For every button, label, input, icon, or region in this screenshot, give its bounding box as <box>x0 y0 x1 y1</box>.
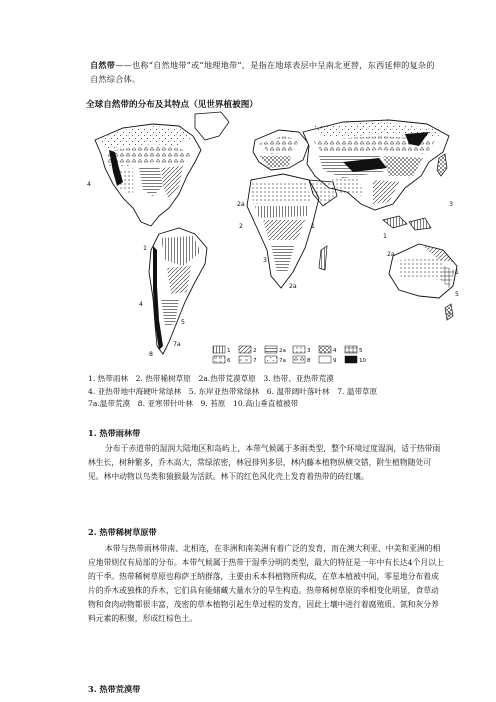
map-label: 8 <box>149 351 153 358</box>
section-heading-rainforest: 1. 热带雨林带 <box>88 428 141 438</box>
map-title: 全球自然带的分布及其特点（见世界植被图） <box>86 100 258 110</box>
legend-line: 4. 亚热带地中海硬叶常绿林 5. 东岸亚热带常绿林 6. 温带阔叶落叶林 7. 温带草原 <box>88 386 378 396</box>
map-label: 2a <box>387 251 395 258</box>
legend-line: 1. 热带雨林 2. 热带稀树草原 2a.热带荒漠草原 3. 热带、亚热带荒漠 <box>88 374 334 383</box>
map-legend-key <box>213 346 367 364</box>
intro-paragraph <box>90 58 436 86</box>
map-label: 1 <box>311 223 315 230</box>
legend-key-label: 4 <box>333 348 337 354</box>
section-body-rainforest: 分布于赤道带的湿润大陆地区和岛屿上，本带气候属于多雨类型，整个环境过度湿润，适于热带雨林生长，树种繁多，乔木高大，常绿浓密，林冠排列多层，林内藤本植物纵横交错，附生植物随处可见。林中动物以鸟类和猿猴最为活跃。林下的红色风化壳上发育着热带的砖红壤。 <box>88 444 441 481</box>
legend-key-label: 7 <box>253 358 257 364</box>
section-body-savanna: 本带与热带雨林带南、北相连，在非洲和南美洲有着广泛的发育，而在澳大利亚、中美和亚洲的相应地带则仅有局部的分布。本带气候属于热带干湿季分明的类型，最大的特征是一年中有长达4个月以上的干季。热带稀树草原也称萨王纳群落，主要由禾本科植物所构成，在草本植被中间，零星地分布着成片的乔木或独株的乔木，它们具有能储藏大量水分的旱生构造。热带稀树草原的季相变化明显，食草动物和食肉动物都很丰富，茂密的草本植物引起生草过程的发育，因此土壤中进行着腐殖质、氮和灰分养料元素的积聚，形成红棕色土。 <box>88 544 444 623</box>
map-label: 3 <box>263 257 267 264</box>
legend-line: 7a.温带荒漠 8. 亚寒带针叶林 9. 苔原 10.高山垂直植被带 <box>88 399 299 408</box>
intro-text: ——也称“自然地带”或“地理地带”，是指在地球表层中呈南北更替，东西延伸的复杂的自然综合体。 <box>90 60 435 84</box>
map-label: 2a <box>237 201 245 208</box>
legend-key-label: 10 <box>359 358 367 364</box>
legend-key-label: 8 <box>307 358 311 364</box>
map-label: 1 <box>455 269 459 276</box>
legend-key-label: 9 <box>333 358 337 364</box>
map-label: 1 <box>383 233 387 240</box>
legend-key-label: 5 <box>359 348 363 354</box>
legend-key-label: 2 <box>253 348 257 354</box>
map-label: 1 <box>143 245 147 252</box>
map-label: 2a <box>289 283 297 290</box>
section-heading-desert: 3. 热带荒漠带 <box>88 684 141 694</box>
legend-key-label: 1 <box>227 348 231 354</box>
map-label: 3 <box>447 311 451 318</box>
map-legend-text <box>88 373 448 411</box>
world-vegetation-map <box>83 110 461 368</box>
map-label: 4 <box>139 301 143 308</box>
map-label: 3 <box>449 201 453 208</box>
map-label: 2 <box>239 223 243 230</box>
intro-term: 自然带 <box>90 60 116 70</box>
map-label: 4 <box>87 181 91 188</box>
map-label: 5 <box>181 319 185 326</box>
greenland <box>195 112 229 140</box>
legend-key-label: 7a <box>279 358 286 364</box>
legend-key-label: 2a <box>279 348 286 354</box>
section-heading-savanna: 2. 热带稀树草原带 <box>88 527 157 537</box>
legend-key-label: 6 <box>227 358 231 364</box>
map-label: 5 <box>455 291 459 298</box>
map-label: 7a <box>173 341 181 348</box>
legend-key-label: 3 <box>307 348 311 354</box>
